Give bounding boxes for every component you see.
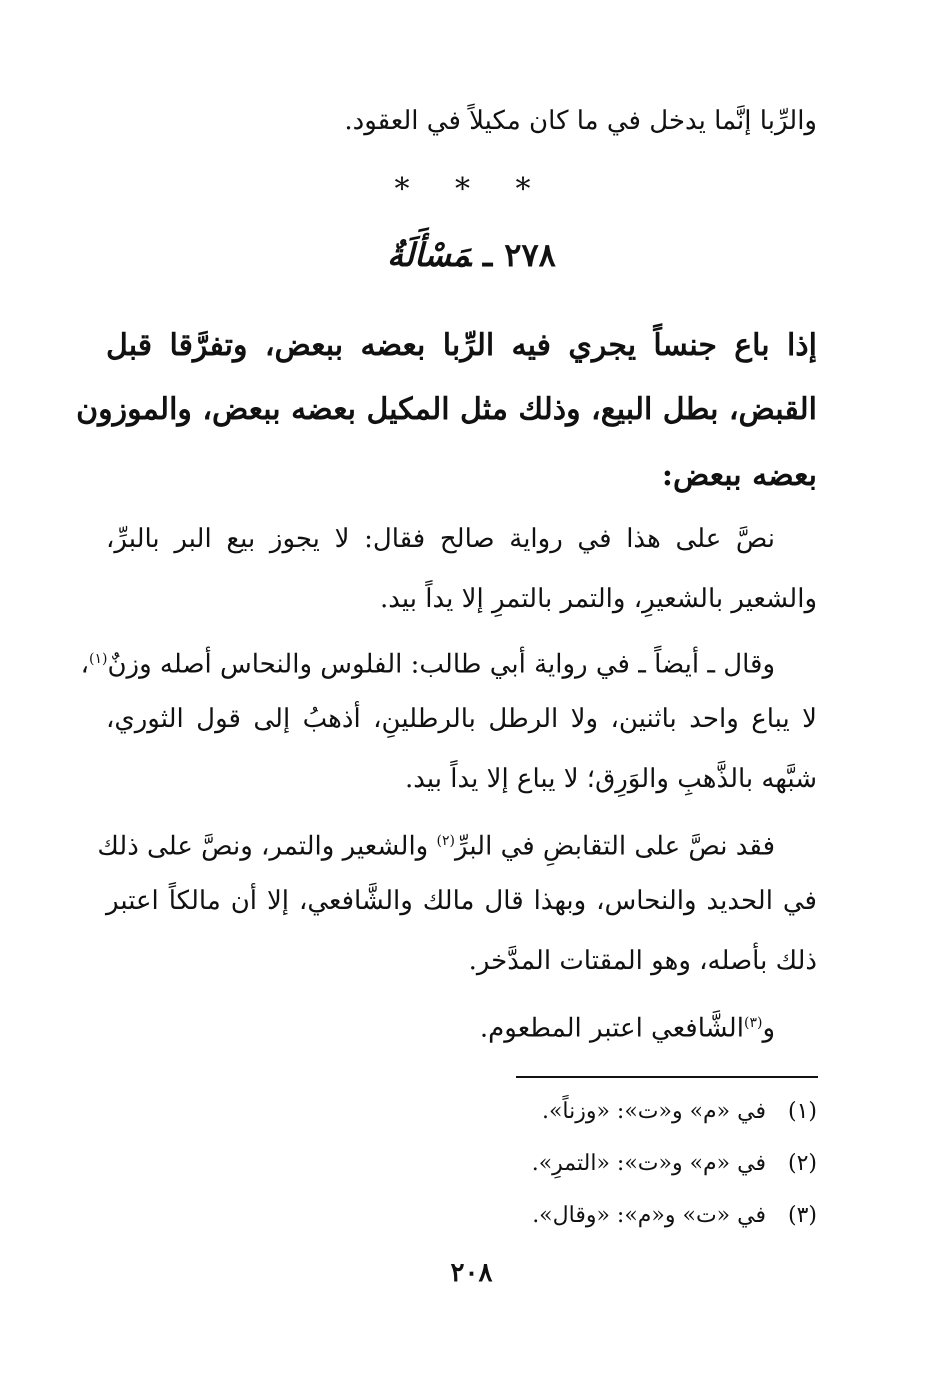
- para3-line-2: في الحديد والنحاس، وبهذا قال مالك والشَّافعي، إلا أن مالكاً اعتبر: [106, 886, 817, 916]
- para2-line-3: شبَّهه بالذَّهبِ والوَرِق؛ لا يباع إلا يداً بيد.: [404, 764, 817, 794]
- footnote-ref-2: (٢): [436, 833, 455, 849]
- para4-text-b: الشَّافعي اعتبر المطعوم.: [479, 1013, 744, 1044]
- footnote-ref-3: (٣): [743, 1015, 763, 1031]
- text-line-intro: والرِّبا إنَّما يدخل في ما كان مكيلاً في العقود.: [344, 106, 817, 136]
- footnote-1-number: (١): [787, 1099, 817, 1124]
- issue-heading: [106, 236, 837, 274]
- issue-number: ٢٧٨: [504, 236, 556, 274]
- para3-line-1-text-a: فقد نصَّ على التقابضِ في البرِّ: [454, 831, 775, 862]
- para4-text-a: و: [762, 1013, 775, 1044]
- ruling-line-3: بعضه ببعض:: [661, 458, 817, 493]
- footnote-2: [300, 1144, 817, 1184]
- page-number: ٢٠٨: [450, 1258, 493, 1288]
- footnote-1: [300, 1092, 817, 1132]
- heading-dash: ـ: [482, 236, 493, 274]
- para3-line-1-text-b: والشعير والتمر، ونصَّ على ذلك: [97, 831, 437, 862]
- footnote-ref-1: (١): [88, 651, 108, 667]
- para2-line-1-text: وقال ـ أيضاً ـ في رواية أبي طالب: الفلوس والنحاس أصله وزنٌ: [107, 649, 775, 680]
- footnote-2-number: (٢): [787, 1151, 817, 1176]
- footnote-3-number: (٣): [787, 1203, 817, 1228]
- para2-line-1: [80, 634, 775, 684]
- ruling-line-2: القبض، بطل البيع، وذلك مثل المكيل بعضه ببعض، والموزون: [76, 392, 817, 427]
- para1-line-2: والشعير بالشعيرِ، والتمر بالتمرِ إلا يداً بيد.: [380, 584, 817, 614]
- footnote-2-text: في «م» و«ت»: «التمرِ».: [531, 1151, 766, 1176]
- footnote-3-text: في «ت» و«م»: «وقال».: [532, 1203, 766, 1228]
- para3-line-1: [97, 816, 775, 866]
- para2-line-2: لا يباع واحد باثنين، ولا الرطل بالرطلينِ، أذهبُ إلى قول الثوري،: [106, 704, 817, 734]
- para2-line-1-comma: ،: [80, 649, 89, 680]
- para4-line-1: [106, 998, 775, 1048]
- footnote-3: [300, 1196, 817, 1236]
- issue-title: مَسْأَلَةٌ: [387, 236, 471, 274]
- footnote-divider: [516, 1076, 818, 1078]
- section-separator: * * *: [394, 172, 549, 207]
- para1-line-1: نصَّ على هذا في رواية صالح فقال: لا يجوز بيع البر بالبرِّ،: [106, 524, 775, 554]
- ruling-line-1: إذا باع جنساً يجري فيه الرِّبا بعضه ببعض، وتفرَّقا قبل: [106, 328, 817, 363]
- para3-line-3: ذلك بأصله، وهو المقتات المدَّخر.: [468, 946, 817, 976]
- footnote-1-text: في «م» و«ت»: «وزناً».: [541, 1099, 766, 1124]
